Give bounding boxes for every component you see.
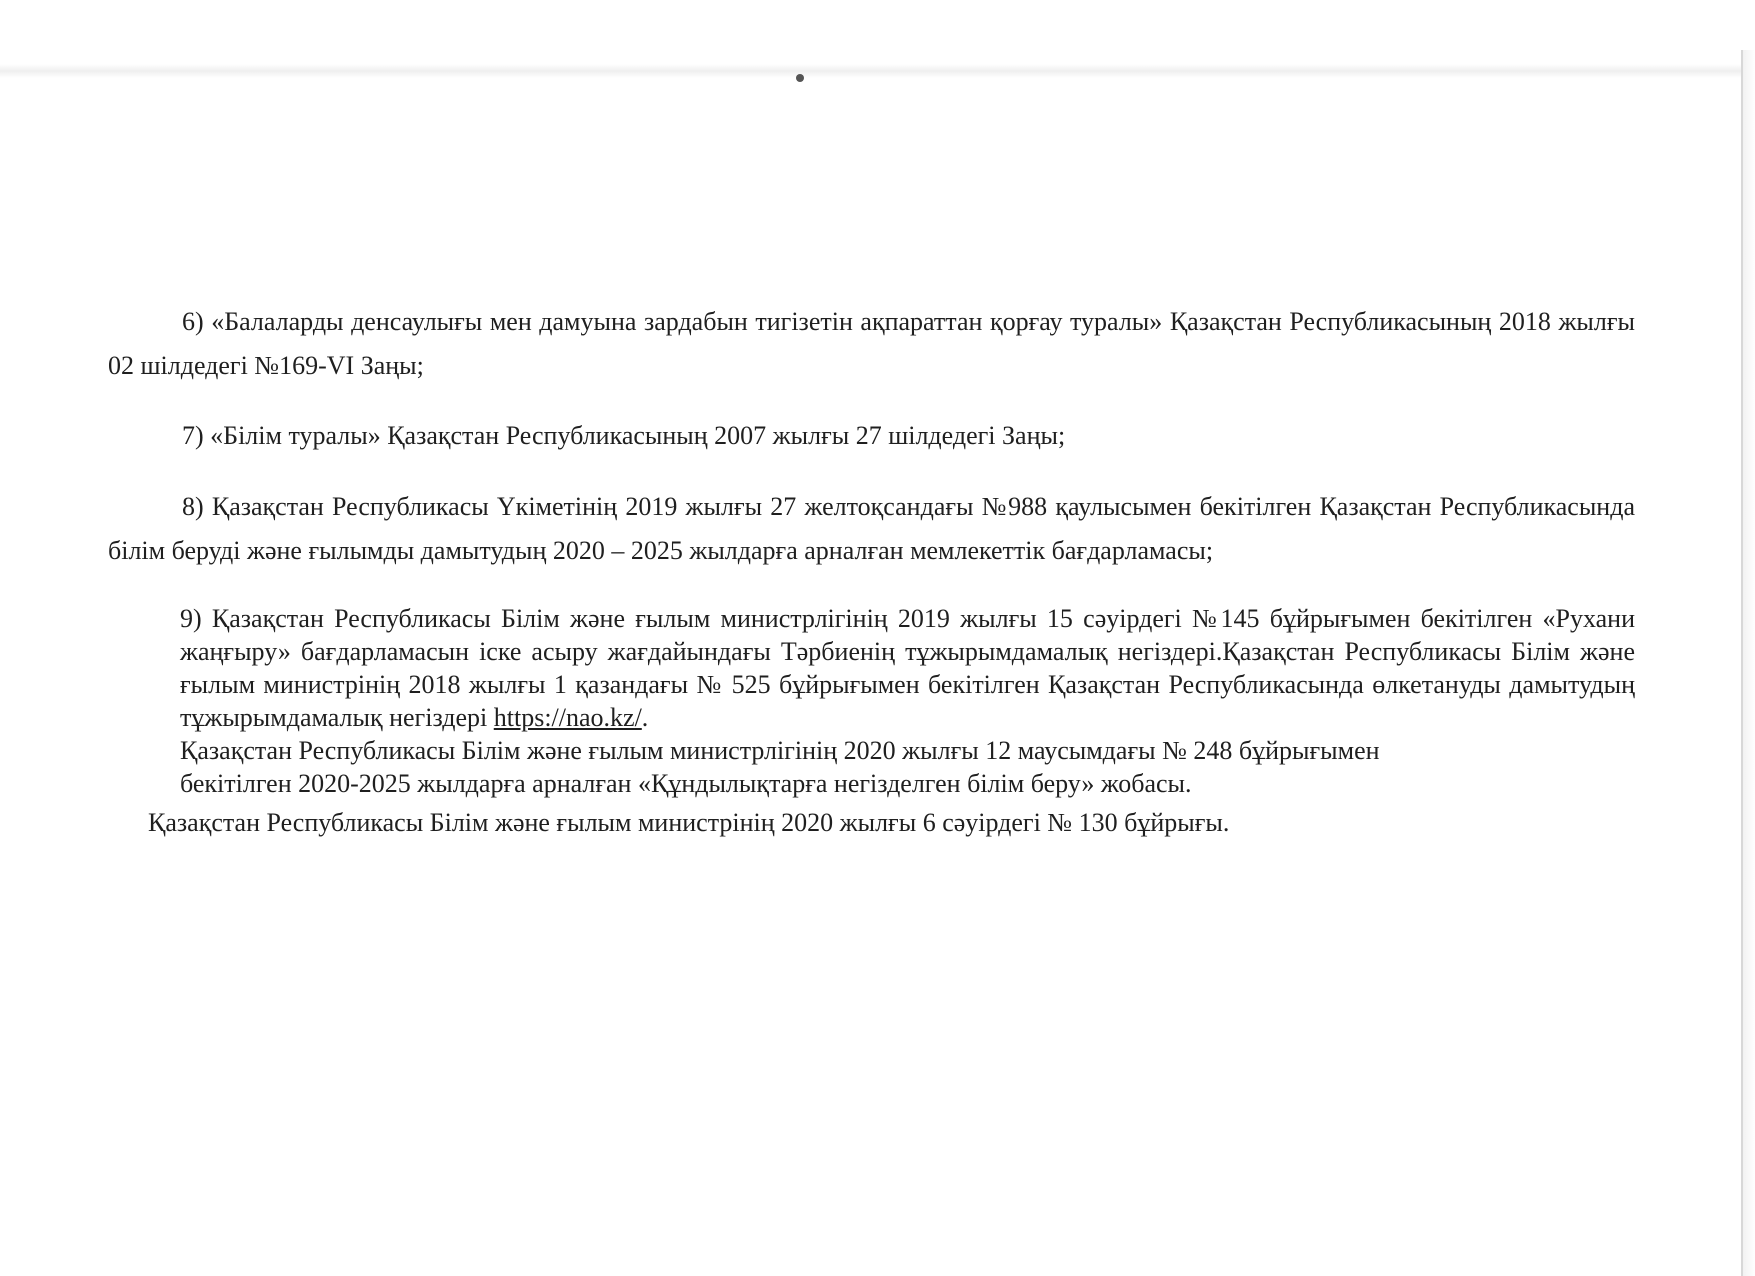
nao-link[interactable]: https://nao.kz/ (493, 703, 642, 732)
list-item-9-body: 9) Қазақстан Республикасы Білім және ғылым министрлігінің 2019 жылғы 15 сәуірдегі №145 бұйрығымен бекітілген «Рухани жаңғыру» бағдарламасын іске асыру жағдайындағы Тәрбиенің тұжырымдамалық негіздері.Қазақстан Республикасы Білім және ғылым министрінің 2018 жылғы 1 қазандағы № 525 бұйрығымен бекітілген Қазақстан Республикасында өлкетануды дамытудың тұжырымдамалық негіздері (180, 604, 1635, 732)
list-item-9-line3: бекітілген 2020-2025 жылдарға арналған «Құндылықтарға негізделген білім беру» жобасы. (180, 769, 1192, 798)
list-item-6: 6) «Балаларды денсаулығы мен дамуына зардабын тигізетін ақпараттан қорғау туралы» Қазақстан Республикасының 2018 жылғы 02 шілдедегі №169-VI Заңы; (108, 307, 1635, 380)
list-item-9-text (180, 602, 1635, 734)
link-suffix: . (641, 703, 649, 732)
final-reference-line: Қазақстан Республикасы Білім және ғылым министрінің 2020 жылғы 6 сәуірдегі № 130 бұйрығы. (148, 808, 1230, 837)
scan-dot (796, 74, 804, 82)
list-item-9 (180, 602, 1635, 800)
scan-page-edge (1741, 50, 1755, 1276)
scan-artifact-line (0, 64, 1755, 78)
list-item-7: 7) «Білім туралы» Қазақстан Республикасының 2007 жылғы 27 шілдедегі Заңы; (182, 421, 1066, 450)
list-item-8: 8) Қазақстан Республикасы Үкіметінің 2019 жылғы 27 желтоқсандағы №988 қаулысымен бекітілген Қазақстан Республикасында білім беруді және ғылымды дамытудың 2020 – 2025 жылдарға арналған мемлекеттік бағдарламасы; (108, 492, 1635, 565)
list-item-9-line2: Қазақстан Республикасы Білім және ғылым министрлігінің 2020 жылғы 12 маусымдағы № 248 бұйрығымен (180, 736, 1380, 765)
